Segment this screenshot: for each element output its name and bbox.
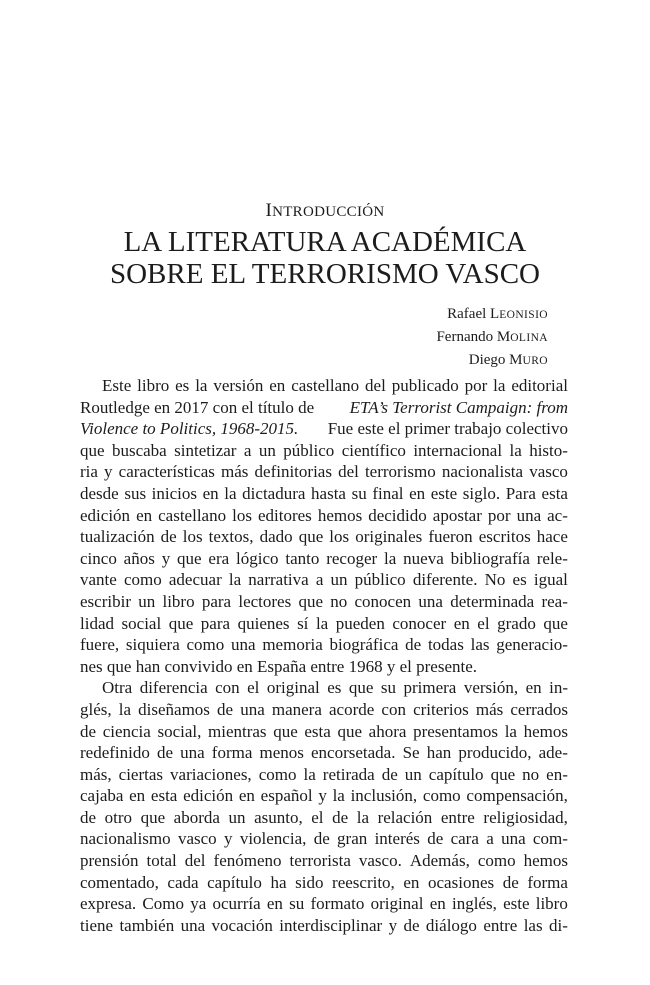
body-line: más, ciertas variaciones, como la retirada de un capítulo que no en- [80,764,568,784]
body-line: expresa. Como ya ocurría en su formato original en inglés, este libro [80,894,568,914]
body-line: desde sus inicios en la dictadura hasta su final en este siglo. Para esta [80,483,568,503]
body-line: de otro que aborda un asunto, el de la relación entre religiosidad, [80,807,568,827]
body-line: ria y características más definitorias del terrorismo nacionalista vasco [80,462,568,482]
kicker-rest: NTRODUCCIÓN [272,204,385,220]
author-list [436,303,548,372]
body-line: nacionalismo vasco y violencia, de gran interés de cara a una com- [80,829,568,849]
author-name: Rafael LEONISIO [447,306,548,322]
chapter-title-line-1: LA LITERATURA ACADÉMICA [123,226,527,258]
body-line: Routledge en 2017 con el título de ETA’s Terrorist Campaign: from [80,397,568,417]
body-line: Violence to Politics, 1968-2015. Fue este el primer trabajo colectivo [80,419,568,439]
chapter-title-line-2: SOBRE EL TERRORISMO VASCO [109,258,540,290]
author-name: Diego MURO [468,352,548,368]
body-line: tiene también una vocación interdisciplinar y de diálogo entre las di- [80,915,568,935]
book-title-italic: ETA’s Terrorist Campaign: from [349,397,568,417]
kicker-initial: I [265,200,273,221]
body-line: comentado, cada capítulo ha sido reescrito, en ocasiones de forma [80,872,568,892]
author-name: Fernando MOLINA [436,329,548,345]
body-line: prensión total del fenómeno terrorista vasco. Además, como hemos [80,851,568,871]
body-line: nes que han convivido en España entre 1968 y el presente. [80,656,478,676]
section-kicker [0,200,650,222]
body-text [80,375,568,936]
body-line: glés, la diseñamos de una manera acorde con criterios más cerrados [80,699,568,719]
body-line: cajaba en esta edición en español y la inclusión, como compensación, [80,786,568,806]
body-line: que buscaba sintetizar a un público científico internacional la histo- [80,440,568,460]
body-line: de ciencia social, mientras que esta que ahora presentamos la hemos [80,721,568,741]
body-line: edición en castellano los editores hemos decidido apostar por una ac- [80,505,568,525]
body-line: vante como adecuar la narrativa a un público diferente. No es igual [80,570,568,590]
body-line: Otra diferencia con el original es que su primera versión, en in- [102,678,568,698]
body-line: Este libro es la versión en castellano del publicado por la editorial [102,376,568,395]
body-line: lidad social que para quienes sí la pueden conocer en el grado que [80,613,568,633]
body-line: escribir un libro para lectores que no conocen una determinada rea- [80,591,568,611]
body-line: cinco años y que era lógico tanto recoger la nueva bibliografía rele- [80,548,568,568]
body-line: fuere, siquiera como una memoria biográfica de todas las generacio- [80,635,568,655]
body-line: redefinido de una forma menos encorsetada. Se han producido, ade- [80,743,568,763]
body-line: tualización de los textos, dado que los originales fueron escritos hace [80,527,568,547]
chapter-title [0,226,650,290]
book-title-italic: Violence to Politics, 1968-2015. [80,419,299,439]
